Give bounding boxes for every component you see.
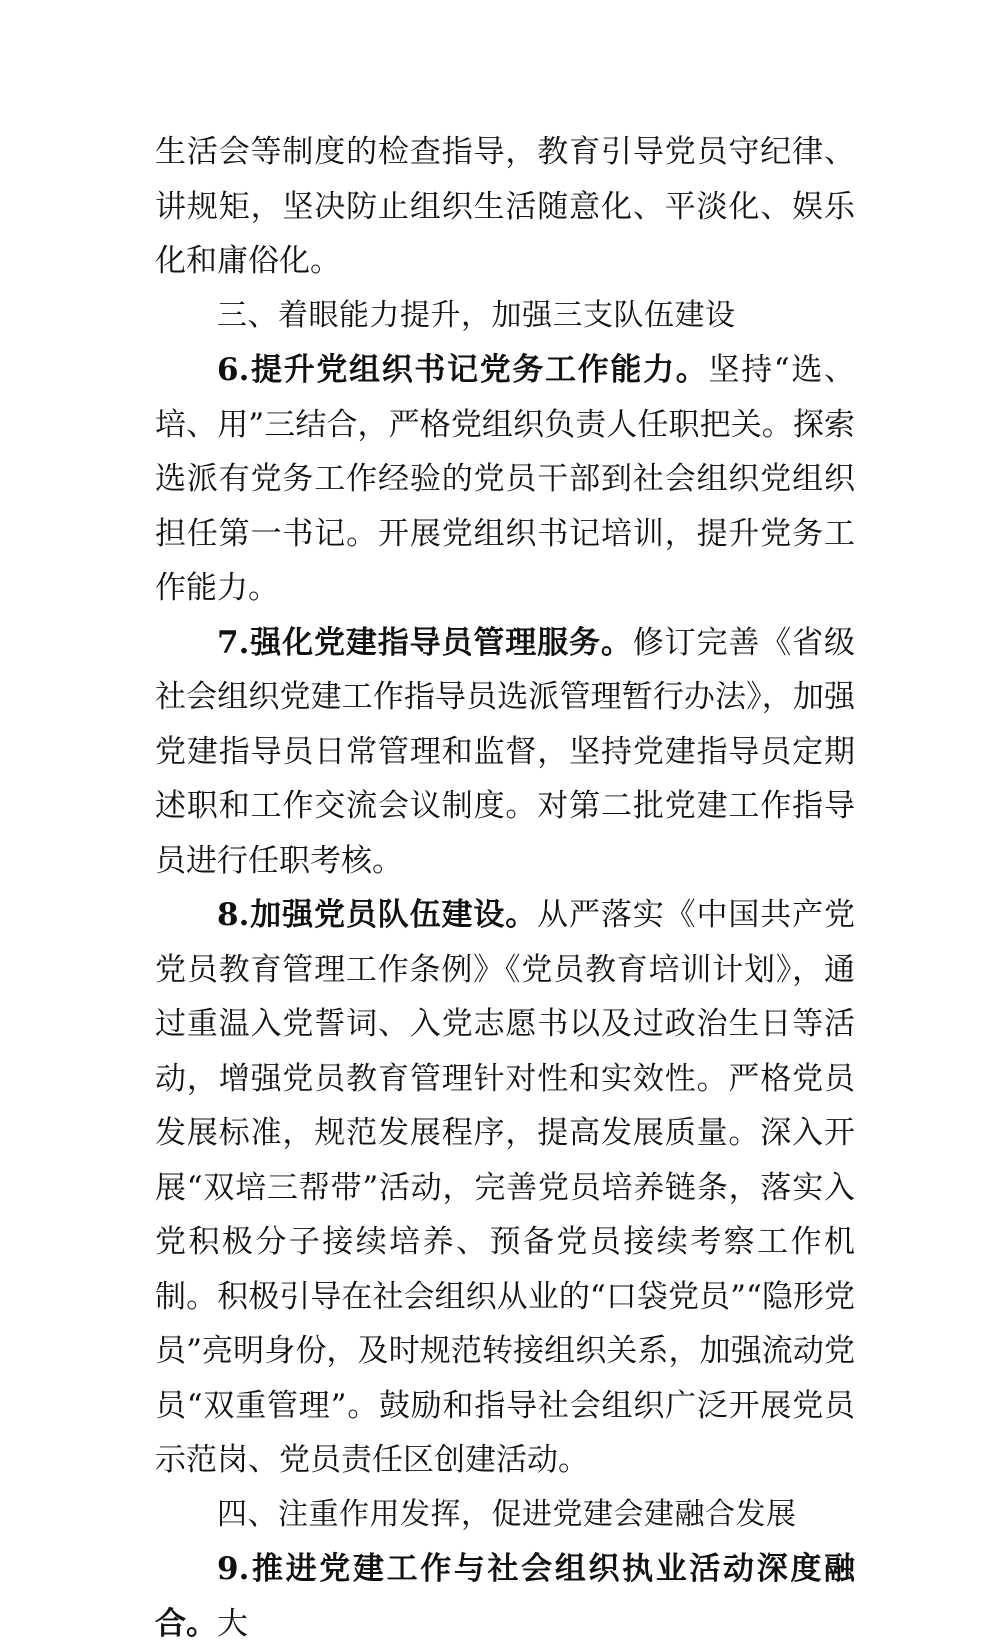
item-7-paragraph (155, 616, 855, 889)
section-3-heading: 三、着眼能力提升，加强三支队伍建设 (217, 297, 736, 333)
item-9-paragraph (155, 1542, 855, 1651)
item-7-body: 修订完善《省级社会组织党建工作指导员选派管理暂行办法》，加强党建指导员日常管理和监督，坚持党建指导员定期述职和工作交流会议制度。对第二批党建工作指导员进行任职考核。 (155, 624, 855, 879)
item-9-body: 大 (217, 1605, 248, 1642)
continuation-paragraph: 生活会等制度的检查指导，教育引导党员守纪律、讲规矩，坚决防止组织生活随意化、平淡化、娱乐化和庸俗化。 (155, 134, 855, 279)
item-6-body: 坚持“选、培、用”三结合，严格党组织负责人任职把关。探索选派有党务工作经验的党员干部到社会组织党组织担任第一书记。开展党组织书记培训，提升党务工作能力。 (155, 352, 855, 606)
section-4-heading: 四、注重作用发挥，促进党建会建融合发展 (217, 1496, 797, 1532)
document-body (155, 125, 855, 1651)
item-8-body: 从严落实《中国共产党党员教育管理工作条例》《党员教育培训计划》，通过重温入党誓词、入党志愿书以及过政治生日等活动，增强党员教育管理针对性和实效性。严格党员发展标准，规范发展程序，提高发展质量。深入开展“双培三帮带”活动，完善党员培养链条，落实入党积极分子接续培养、预备党员接续考察工作机制。积极引导在社会组织从业的“口袋党员”“隐形党员”亮明身份，及时规范转接组织关系，加强流动党员“双重管理”。鼓励和指导社会组织广泛开展党员示范岗、党员责任区创建活动。 (155, 897, 855, 1478)
item-8-lead: 8.加强党员队伍建设。 (217, 897, 538, 933)
item-6-lead: 6.提升党组织书记党务工作能力。 (217, 352, 709, 388)
item-6-paragraph (155, 343, 855, 616)
item-9-lead: 9.推进党建工作与社会组织执业活动深度融合。 (155, 1551, 855, 1642)
item-7-lead: 7.强化党建指导员管理服务。 (217, 624, 633, 661)
item-8-paragraph (155, 888, 855, 1488)
